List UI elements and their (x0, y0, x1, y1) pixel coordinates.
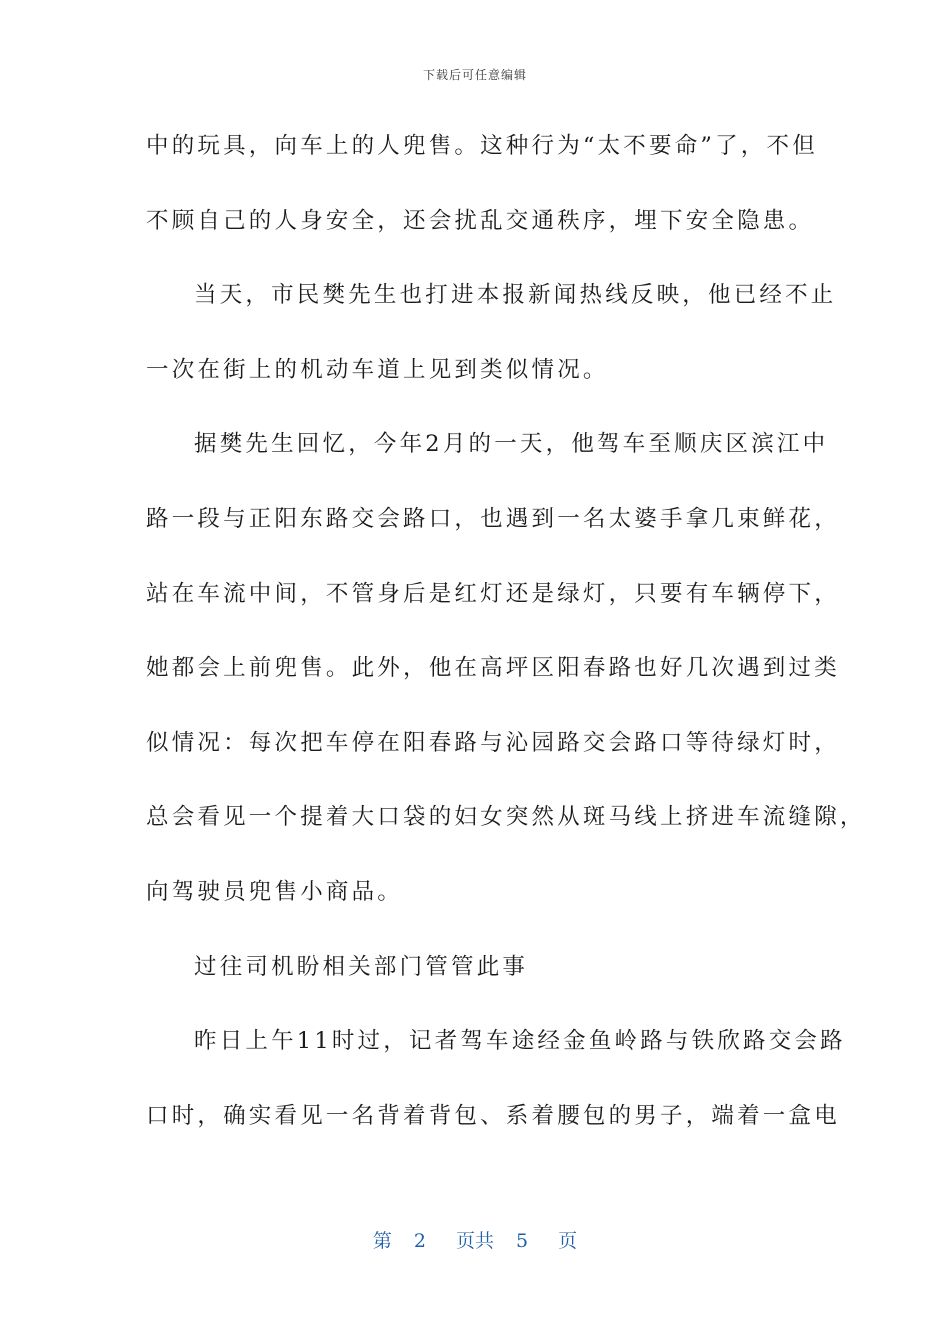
footer-total-pages: 5 (516, 1230, 529, 1252)
text-line: 一次在街上的机动车道上见到类似情况。 (146, 356, 609, 383)
article-body (146, 126, 866, 1170)
text-line: 向驾驶员兜售小商品。 (146, 878, 404, 905)
text-line: 总会看见一个提着大口袋的妇女突然从斑马线上挤进车流缝隙， (146, 804, 866, 831)
section-subheading: 过往司机盼相关部门管管此事 (194, 953, 529, 980)
text-line: 口时，确实看见一名背着背包、系着腰包的男子，端着一盒电 (146, 1102, 840, 1129)
footer-prefix: 第 (372, 1230, 392, 1252)
text-line: 当天，市民樊先生也打进本报新闻热线反映，他已经不止 (194, 282, 837, 309)
text-line: 据樊先生回忆，今年2月的一天，他驾车至顺庆区滨江中 (194, 431, 829, 458)
footer-suffix: 页 (558, 1230, 578, 1252)
footer-current-page: 2 (413, 1230, 426, 1252)
text-line: 中的玩具，向车上的人兜售。这种行为“太不要命”了，不但 (146, 133, 818, 159)
page-footer (0, 1226, 950, 1253)
text-line: 站在车流中间，不管身后是红灯还是绿灯，只要有车辆停下， (146, 580, 840, 607)
text-line: 似情况：每次把车停在阳春路与沁园路交会路口等待绿灯时， (146, 729, 840, 756)
text-line: 路一段与正阳东路交会路口，也遇到一名太婆手拿几束鲜花， (146, 505, 840, 532)
text-line: 她都会上前兜售。此外，他在高坪区阳春路也好几次遇到过类 (146, 655, 840, 682)
footer-middle: 页共 (455, 1230, 494, 1252)
header-note: 下载后可任意编辑 (422, 68, 527, 82)
text-line: 昨日上午11时过，记者驾车途经金鱼岭路与铁欣路交会路 (194, 1028, 846, 1055)
text-line: 不顾自己的人身安全，还会扰乱交通秩序，埋下安全隐患。 (146, 207, 815, 234)
